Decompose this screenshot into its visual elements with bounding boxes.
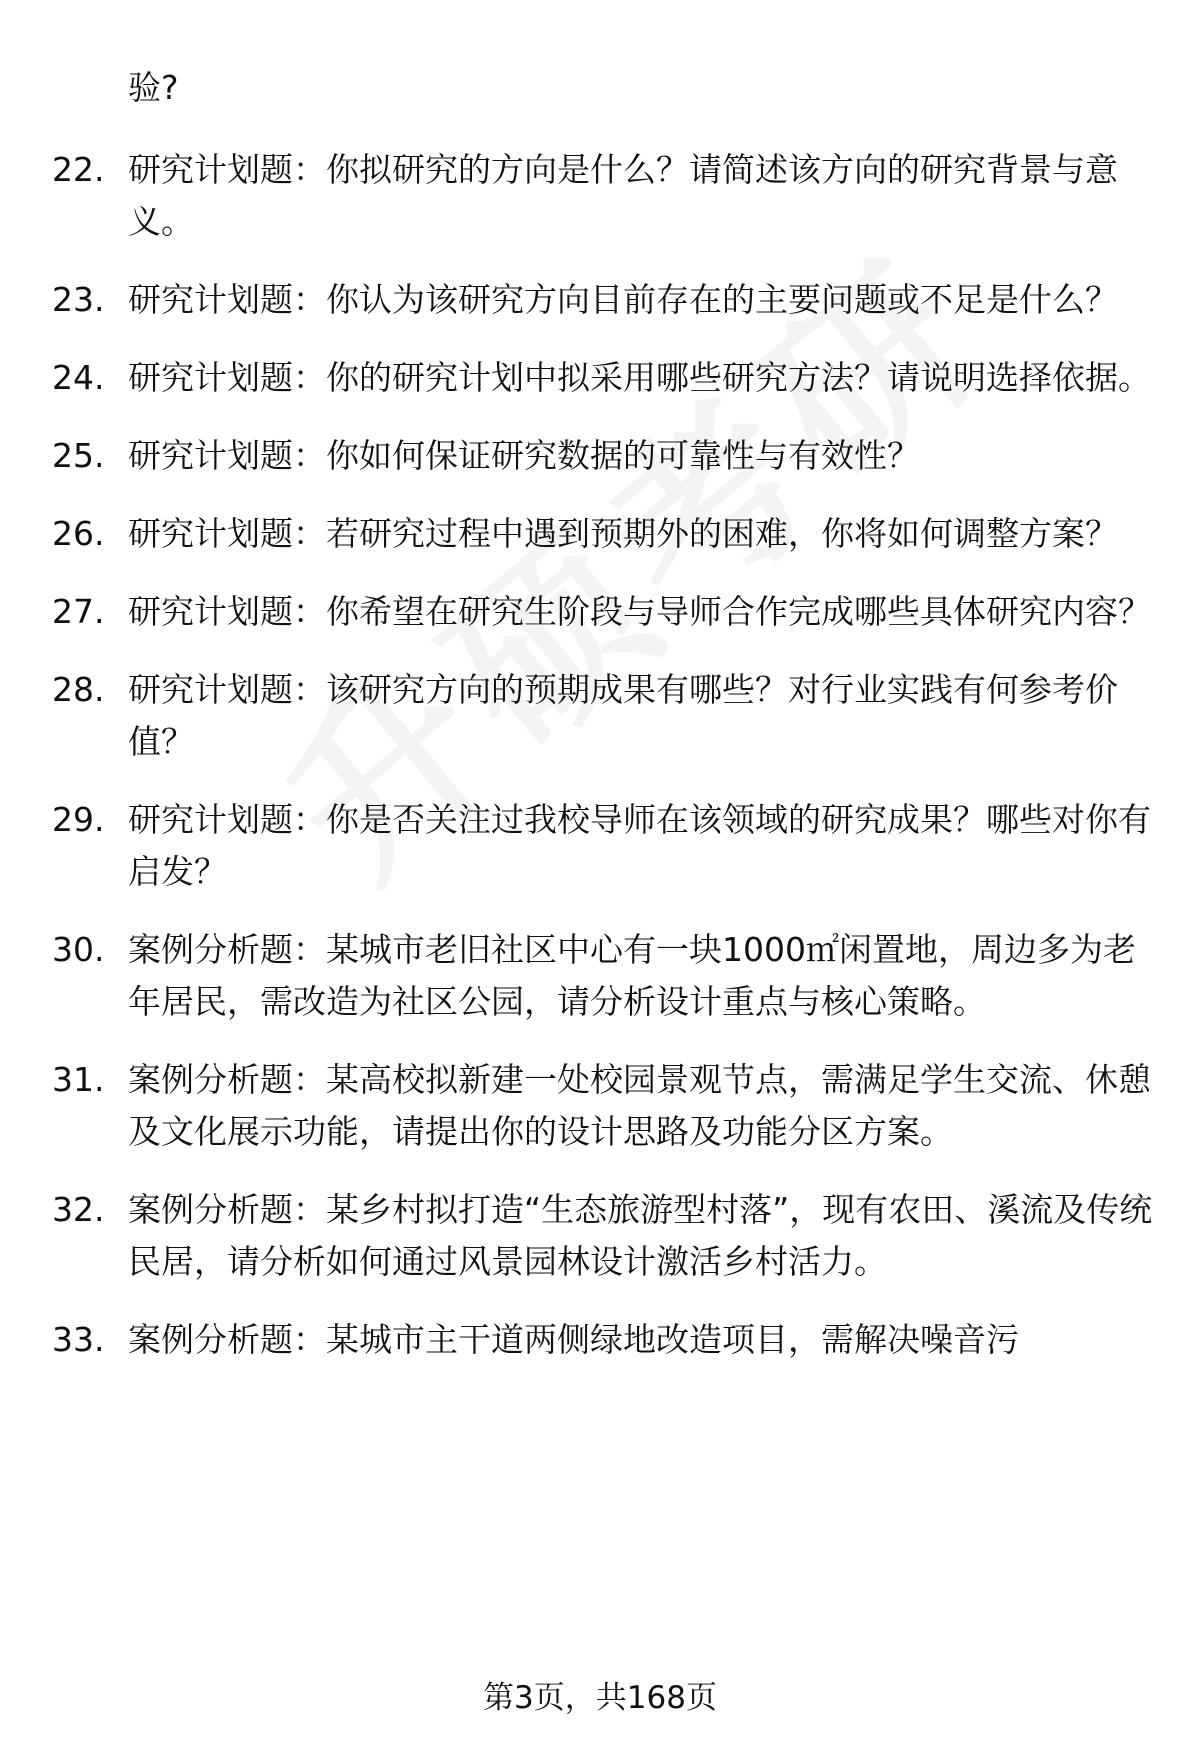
question-text: 案例分析题：某乡村拟打造“生态旅游型村落”，现有农田、溪流及传统民居，请分析如何通过风景园林设计激活乡村活力。 xyxy=(128,1190,1153,1281)
question-text: 案例分析题：某城市老旧社区中心有一块1000㎡闲置地，周边多为老年居民，需改造为社区公园，请分析设计重点与核心策略。 xyxy=(128,930,1136,1021)
question-text: 研究计划题：你希望在研究生阶段与导师合作完成哪些具体研究内容？ xyxy=(128,592,1151,631)
question-number: 22. xyxy=(52,150,105,189)
question-item xyxy=(0,430,1200,482)
question-number: 25. xyxy=(52,436,105,475)
question-text: 研究计划题：你认为该研究方向目前存在的主要问题或不足是什么？ xyxy=(128,280,1118,319)
question-text: 研究计划题：你拟研究的方向是什么？请简述该方向的研究背景与意义。 xyxy=(128,150,1118,241)
page-footer: 第3页，共168页 xyxy=(483,1680,717,1716)
question-item xyxy=(0,1314,1200,1366)
question-item xyxy=(0,586,1200,638)
question-item xyxy=(0,144,1200,248)
question-item xyxy=(0,664,1200,768)
question-text: 研究计划题：你如何保证研究数据的可靠性与有效性？ xyxy=(128,436,920,475)
question-number: 24. xyxy=(52,358,105,397)
question-item xyxy=(0,1184,1200,1288)
question-number: 32. xyxy=(52,1190,105,1229)
question-number: 23. xyxy=(52,280,105,319)
question-list xyxy=(0,144,1200,1392)
question-item xyxy=(0,924,1200,1028)
question-text: 案例分析题：某城市主干道两侧绿地改造项目，需解决噪音污 xyxy=(128,1320,1019,1359)
question-number: 30. xyxy=(52,930,105,969)
question-text: 研究计划题：你的研究计划中拟采用哪些研究方法？请说明选择依据。 xyxy=(128,358,1151,397)
question-number: 28. xyxy=(52,670,105,709)
question-item xyxy=(0,794,1200,898)
question-number: 26. xyxy=(52,514,105,553)
question-item xyxy=(0,274,1200,326)
question-number: 29. xyxy=(52,800,105,839)
question-number: 33. xyxy=(52,1320,105,1359)
question-text: 案例分析题：某高校拟新建一处校园景观节点，需满足学生交流、休憩及文化展示功能，请提出你的设计思路及功能分区方案。 xyxy=(128,1060,1151,1151)
question-item xyxy=(0,508,1200,560)
question-item xyxy=(0,352,1200,404)
question-text: 研究计划题：若研究过程中遇到预期外的困难，你将如何调整方案？ xyxy=(128,514,1118,553)
question-item xyxy=(0,1054,1200,1158)
question-text: 研究计划题：你是否关注过我校导师在该领域的研究成果？哪些对你有启发？ xyxy=(128,800,1151,891)
question-text: 研究计划题：该研究方向的预期成果有哪些？对行业实践有何参考价值？ xyxy=(128,670,1118,761)
question-number: 27. xyxy=(52,592,105,631)
question-number: 31. xyxy=(52,1060,105,1099)
continuation-text: 验? xyxy=(128,68,179,107)
